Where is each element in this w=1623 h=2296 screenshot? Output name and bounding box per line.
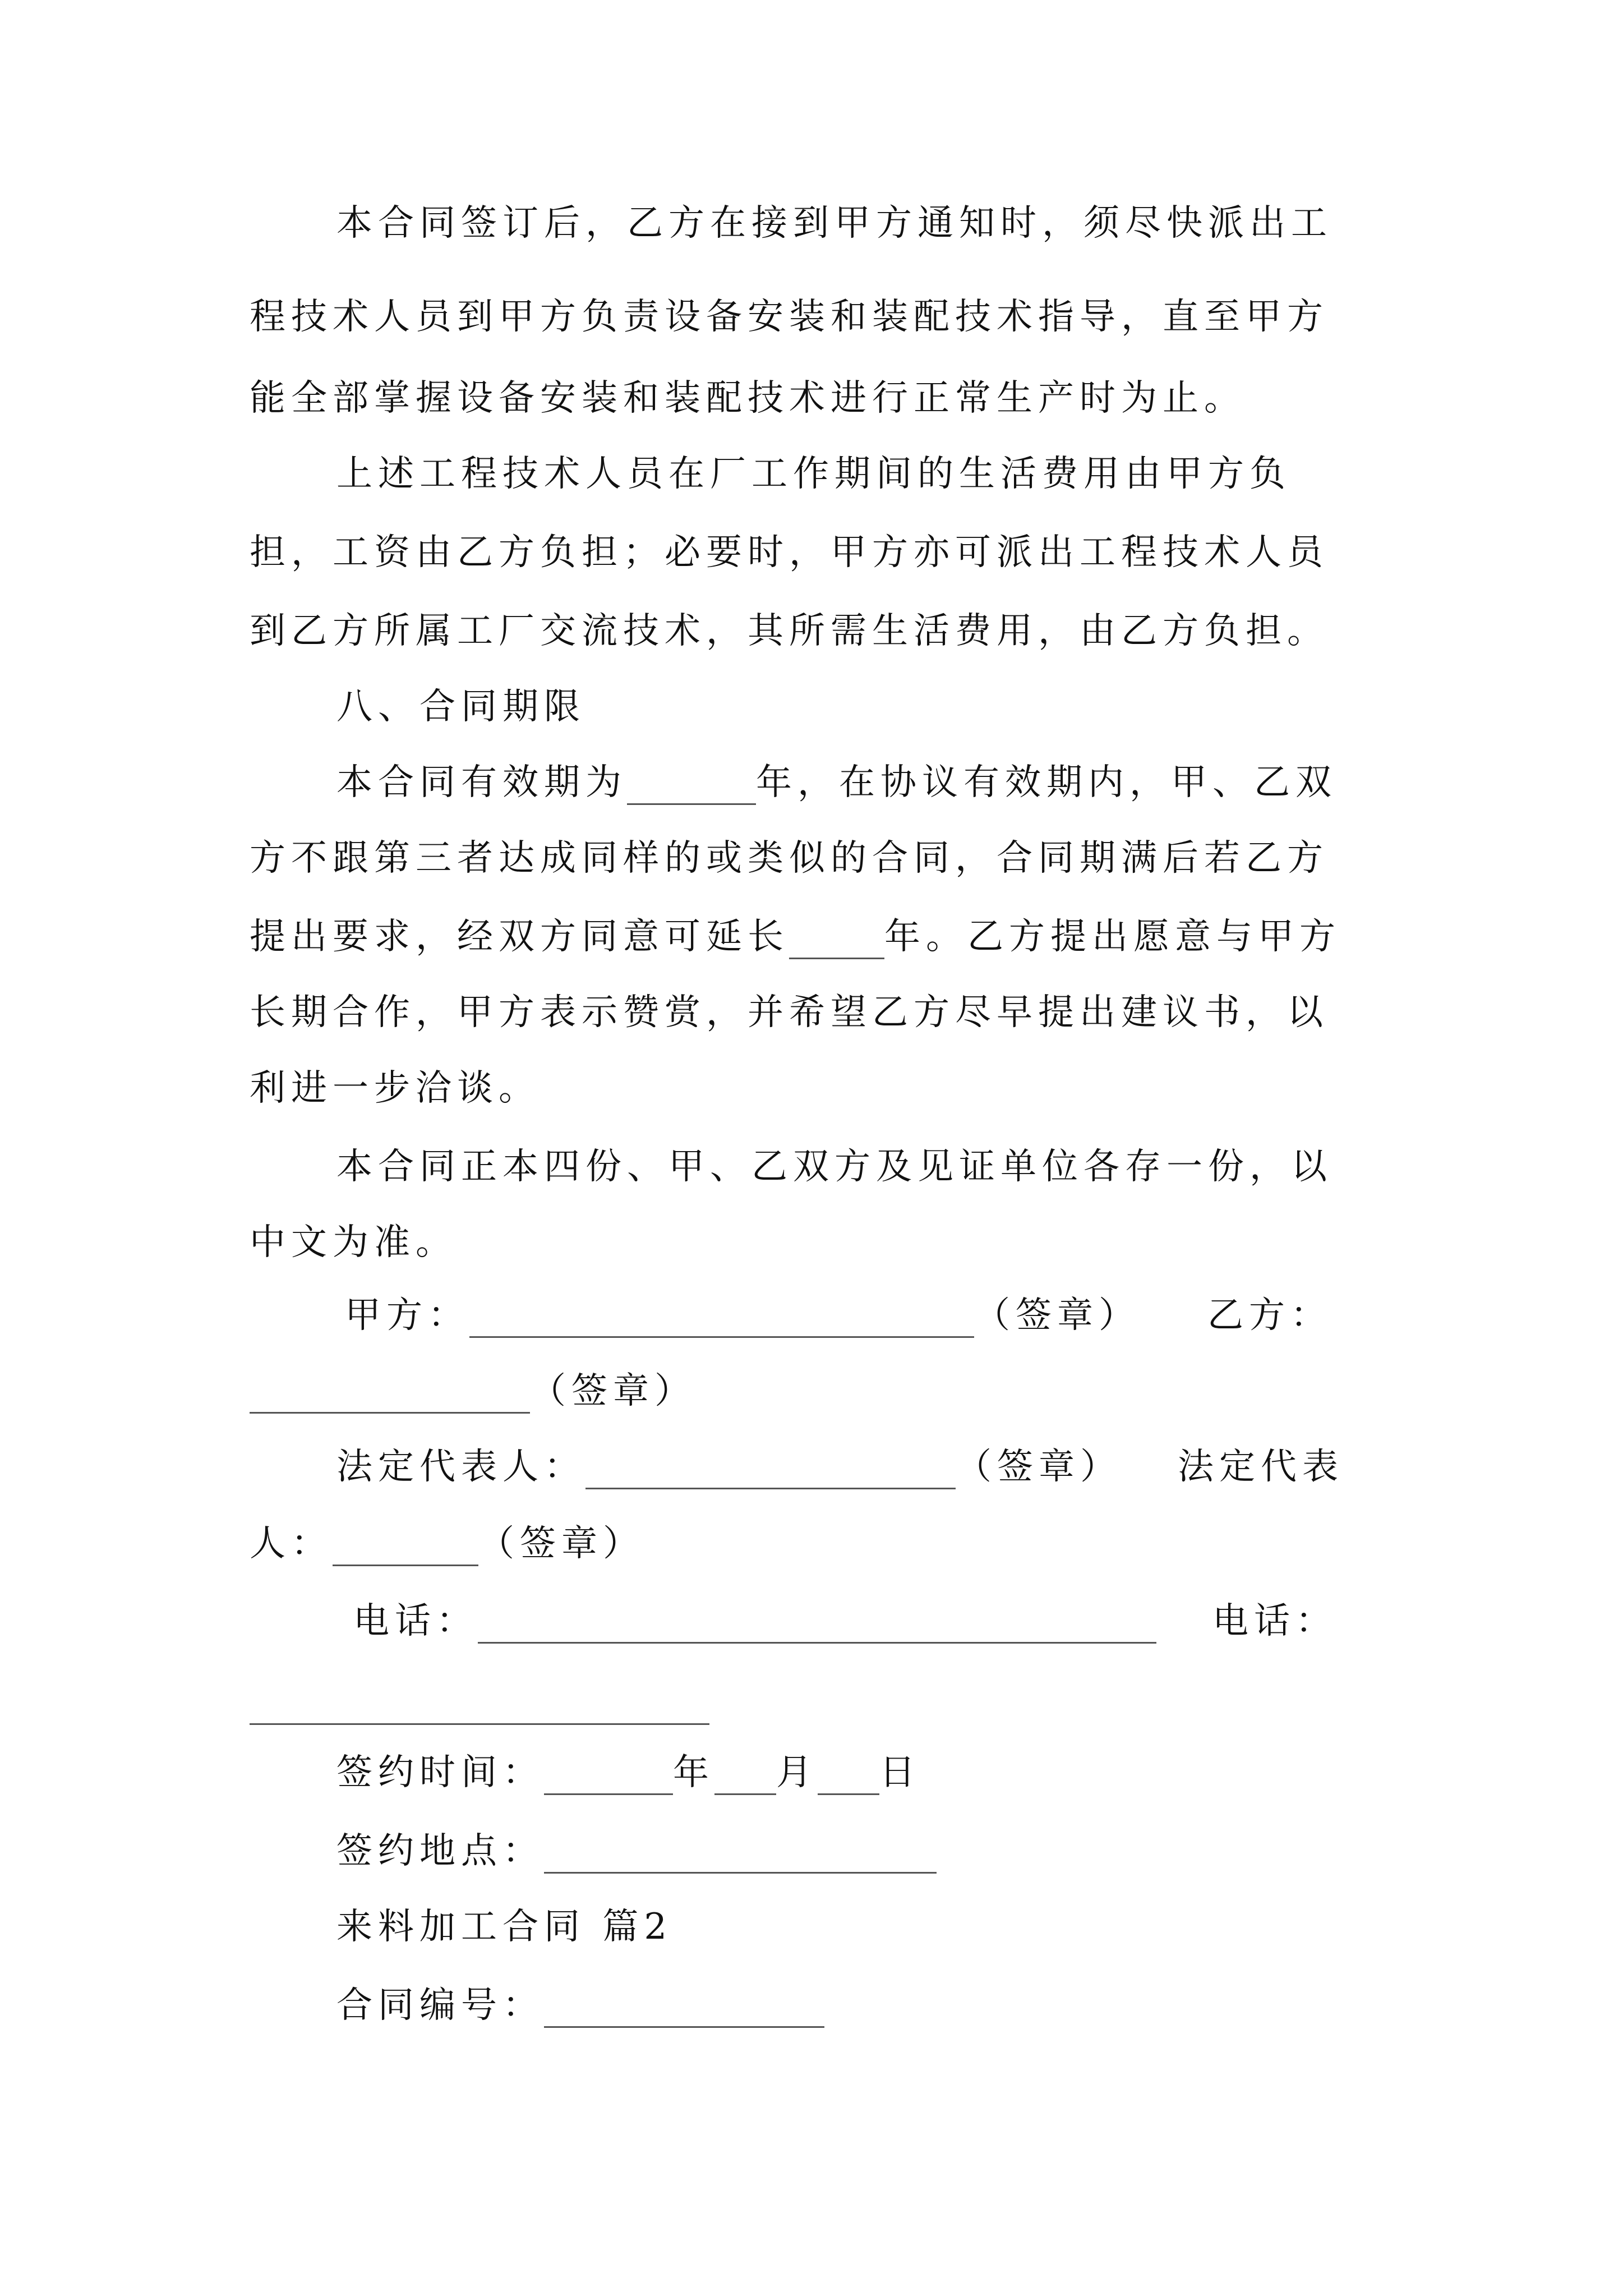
legal-rep-b-line — [250, 1521, 644, 1566]
legal-rep-b-blank[interactable] — [333, 1532, 478, 1566]
contract-no-label: 合同编号： — [336, 1985, 544, 2026]
legal-rep-b-label-part1: 法定代表 — [1178, 1446, 1344, 1488]
next-section-title: 来料加工合同 篇2 — [336, 1906, 673, 1948]
phone-b-line — [250, 1680, 709, 1725]
sign-date-line — [336, 1750, 921, 1795]
copies-line-2: 中文为准。 — [250, 1222, 457, 1263]
section-heading: 八、合同期限 — [336, 686, 585, 728]
term-line-4: 长期合作，甲方表示赞赏，并希望乙方尽早提出建议书，以 — [250, 992, 1329, 1033]
term-line-1 — [336, 760, 1337, 805]
legal-rep-b-label-part2: 人： — [250, 1523, 333, 1565]
contract-no-line — [336, 1983, 824, 2028]
sign-date-label: 签约时间： — [336, 1752, 544, 1793]
term-text-a: 本合同有效期为 — [336, 762, 627, 803]
legal-rep-line — [336, 1444, 1344, 1489]
paragraph-2-line-2: 担，工资由乙方负担；必要时，甲方亦可派出工程技术人员 — [250, 532, 1329, 573]
sign-year-blank[interactable] — [544, 1761, 673, 1795]
month-label: 月 — [776, 1752, 818, 1793]
term-line-5: 利进一步洽谈。 — [250, 1068, 540, 1109]
paragraph-1-line-1: 本合同签订后，乙方在接到甲方通知时，须尽快派出工 — [336, 203, 1332, 244]
extend-years-blank[interactable] — [789, 925, 884, 959]
phone-b-blank[interactable] — [250, 1691, 709, 1725]
phone-a-blank[interactable] — [478, 1609, 1156, 1644]
year-label: 年 — [673, 1752, 714, 1793]
sign-place-line — [336, 1829, 937, 1874]
phone-line — [353, 1599, 1337, 1644]
term-line-3 — [250, 914, 1341, 959]
phone-a-label: 电话： — [353, 1600, 478, 1642]
legal-rep-a-blank[interactable] — [585, 1455, 956, 1489]
paragraph-2-line-1: 上述工程技术人员在厂工作期间的生活费用由甲方负 — [336, 453, 1291, 495]
party-a-label: 甲方： — [345, 1295, 469, 1336]
legal-rep-b-seal: （签章） — [478, 1523, 644, 1565]
sign-month-blank[interactable] — [714, 1761, 776, 1795]
sign-place-blank[interactable] — [544, 1839, 937, 1874]
extend-text-b: 年。乙方提出愿意与甲方 — [884, 916, 1341, 958]
party-a-blank[interactable] — [469, 1304, 974, 1338]
party-b-seal: （签章） — [530, 1370, 696, 1412]
day-label: 日 — [879, 1752, 921, 1793]
term-years-blank[interactable] — [627, 771, 756, 805]
contract-no-blank[interactable] — [544, 1994, 824, 2028]
paragraph-2-line-3: 到乙方所属工厂交流技术，其所需生活费用，由乙方负担。 — [250, 610, 1329, 652]
term-line-2: 方不跟第三者达成同样的或类似的合同，合同期满后若乙方 — [250, 838, 1329, 879]
party-b-blank[interactable] — [250, 1379, 530, 1414]
term-text-b: 年，在协议有效期内，甲、乙双 — [756, 762, 1337, 803]
extend-text-a: 提出要求，经双方同意可延长 — [250, 916, 789, 958]
party-line — [345, 1293, 1332, 1338]
sign-day-blank[interactable] — [818, 1761, 879, 1795]
legal-rep-a-label: 法定代表人： — [336, 1446, 585, 1488]
phone-b-label: 电话： — [1212, 1600, 1337, 1642]
legal-rep-a-seal: （签章） — [956, 1446, 1122, 1488]
party-b-line — [250, 1369, 696, 1414]
sign-place-label: 签约地点： — [336, 1830, 544, 1872]
party-a-seal: （签章） — [974, 1295, 1140, 1336]
party-b-label: 乙方： — [1207, 1295, 1332, 1336]
copies-line-1: 本合同正本四份、甲、乙双方及见证单位各存一份，以 — [336, 1146, 1332, 1188]
paragraph-1-line-2: 程技术人员到甲方负责设备安装和装配技术指导，直至甲方 — [250, 296, 1329, 338]
paragraph-1-line-3: 能全部掌握设备安装和装配技术进行正常生产时为止。 — [250, 378, 1246, 419]
